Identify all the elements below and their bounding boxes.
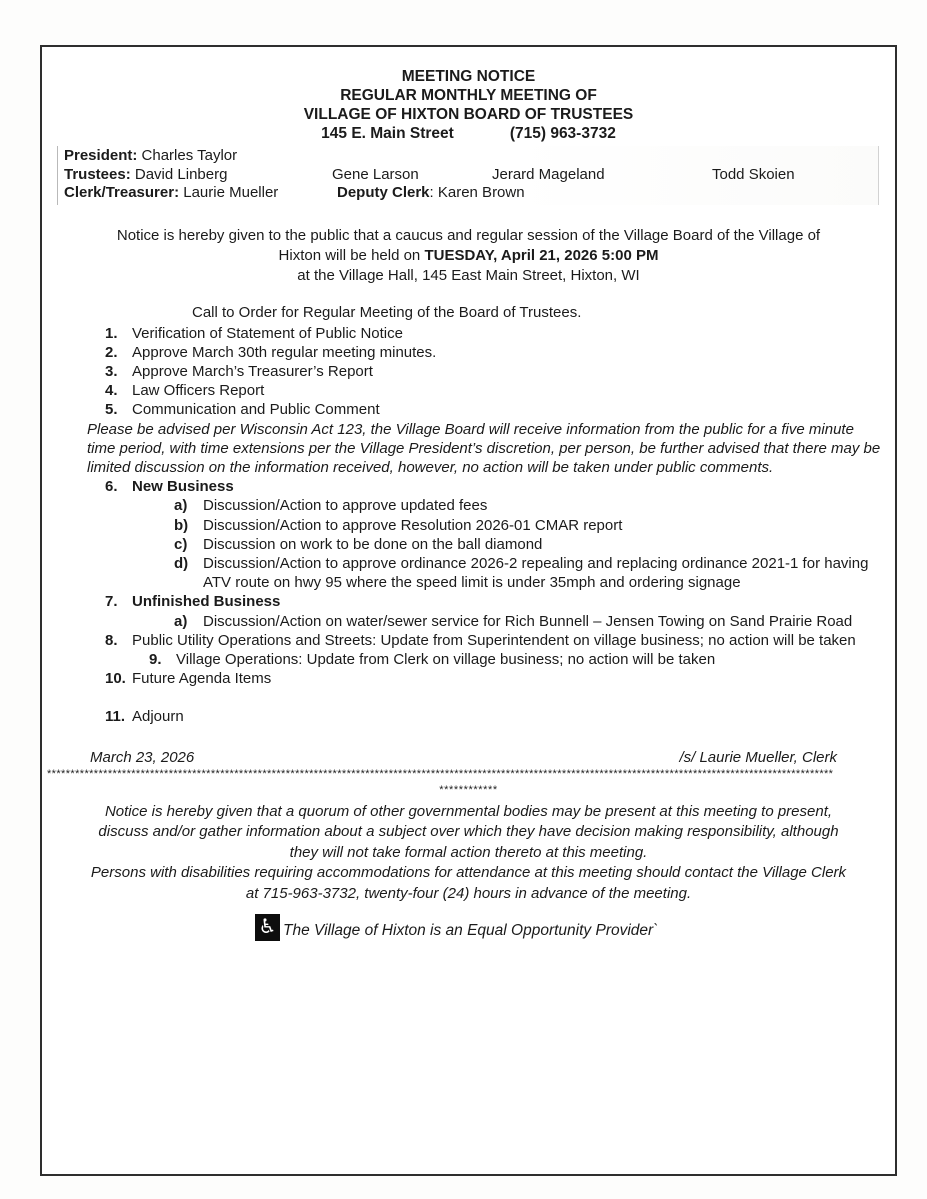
asterisk-divider-short: ************ — [439, 783, 498, 796]
meeting-notice-paragraph — [42, 226, 895, 286]
address-phone-line — [42, 124, 895, 143]
signature-row — [90, 748, 837, 767]
trustee-1: David Linberg — [130, 165, 228, 183]
agenda-item-6c: c) Discussion on work to be done on the ball diamond — [174, 535, 543, 553]
trustee-2: Gene Larson — [332, 165, 419, 183]
meeting-notice-document — [40, 45, 897, 1176]
notice-line-3: at the Village Hall, 145 East Main Street, Hixton, WI — [297, 266, 640, 284]
agenda-item-9: 9. Village Operations: Update from Clerk on village business; no action will be taken — [149, 650, 716, 668]
agenda-item-7a: a) Discussion/Action on water/sewer service for Rich Bunnell – Jensen Towing on Sand Prairie Road — [174, 612, 853, 630]
clerk-name: Laurie Mueller — [179, 184, 279, 201]
agenda-item-7: 7. Unfinished Business — [105, 593, 281, 611]
trustee-3: Jerard Mageland — [492, 165, 605, 183]
agenda-item-2: 2. Approve March 30th regular meeting minutes. — [105, 343, 437, 361]
meeting-datetime: TUESDAY, April 21, 2026 5:00 PM — [424, 246, 659, 264]
trustees-label: Trustees: — [64, 165, 131, 183]
clerk-label: Clerk/Treasurer: — [64, 184, 180, 201]
document-header — [42, 67, 895, 143]
street-address: 145 E. Main Street — [321, 125, 454, 142]
agenda-item-1: 1. Verification of Statement of Public Notice — [105, 324, 403, 342]
quorum-notice: Notice is hereby given that a quorum of other governmental bodies may be present at this meeting to present, discuss and/or gather information about a subject over which they have decision making responsibility, although they will not take formal action thereto at this meeting. — [98, 802, 839, 861]
meeting-notice-title: MEETING NOTICE — [401, 68, 536, 85]
agenda-item-5: 5. Communication and Public Comment — [105, 401, 380, 419]
agenda-item-6b: b) Discussion/Action to approve Resolution 2026-01 CMAR report — [174, 516, 623, 534]
call-to-order: Call to Order for Regular Meeting of the Board of Trustees. — [192, 303, 582, 321]
notice-line-2: Hixton will be held on TUESDAY, April 21, 2026 5:00 PM — [278, 246, 659, 264]
deputy-clerk-label: Deputy Clerk — [337, 184, 430, 201]
clerk-signature: /s/ Laurie Mueller, Clerk — [679, 748, 837, 766]
equal-opportunity-row — [255, 914, 895, 941]
phone-number: (715) 963-3732 — [509, 125, 616, 142]
agenda-item-6: 6. New Business — [105, 478, 234, 496]
asterisk-divider-full: ************************************************************************************************************************************************************************ — [47, 767, 834, 780]
agenda-item-3: 3. Approve March’s Treasurer’s Report — [105, 362, 373, 380]
wisconsin-act-note: Please be advised per Wisconsin Act 123, the Village Board will receive information from the public for a five minute time period, with time extensions per the Village President’s discretion, per person, be further advised that there may be limited discussion on the information received, however, no action will be taken under public comments. — [87, 420, 881, 476]
equal-opportunity-text: The Village of Hixton is an Equal Opportunity Provider` — [283, 922, 659, 940]
organization-line: VILLAGE OF HIXTON BOARD OF TRUSTEES — [303, 106, 634, 123]
agenda-item-4: 4. Law Officers Report — [105, 382, 265, 400]
president-row — [64, 147, 874, 166]
trustee-4: Todd Skoien — [712, 165, 795, 183]
agenda-item-6d: d) Discussion/Action to approve ordinance 2026-2 repealing and replacing ordinance 2021-1 for having ATV route on hwy 95 where the speed limit is under 35mph and ordering signage — [174, 554, 869, 592]
agenda-item-8: 8. Public Utility Operations and Streets: Update from Superintendent on village business; no action will be taken — [105, 631, 856, 649]
agenda-item-11: 11. Adjourn — [105, 708, 184, 726]
officials-block — [57, 146, 879, 205]
agenda-item-6a: a) Discussion/Action to approve updated fees — [174, 497, 488, 515]
president-name: Charles Taylor — [137, 147, 238, 164]
trustees-row — [64, 166, 874, 185]
agenda-item-10: 10. Future Agenda Items — [105, 670, 272, 688]
deputy-clerk-name: : Karen Brown — [429, 184, 525, 201]
notice-line-1: Notice is hereby given to the public that a caucus and regular session of the Village Board of the Village of — [116, 226, 821, 244]
ada-notice: Persons with disabilities requiring accommodations for attendance at this meeting should contact the Village Clerk at 715-963-3732, twenty-four (24) hours in advance of the meeting. — [90, 864, 847, 902]
meeting-type-line: REGULAR MONTHLY MEETING OF — [340, 87, 597, 104]
clerk-row — [64, 184, 874, 203]
wheelchair-accessibility-icon: ♿ — [255, 914, 280, 941]
president-label: President: — [64, 147, 138, 164]
notice-date: March 23, 2026 — [90, 748, 195, 766]
